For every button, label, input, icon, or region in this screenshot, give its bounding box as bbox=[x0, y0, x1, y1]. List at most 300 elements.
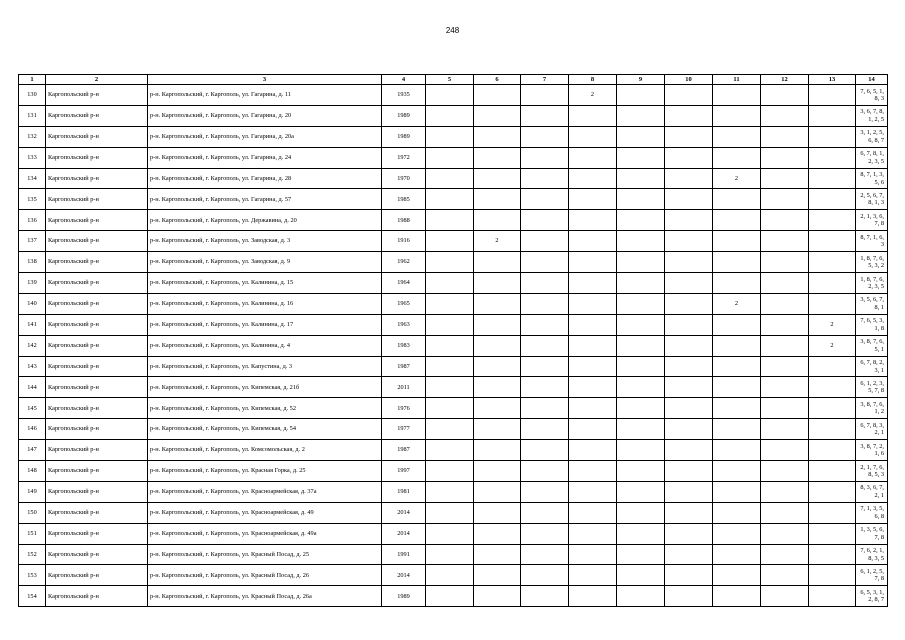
col7-cell bbox=[521, 398, 569, 419]
col6-cell bbox=[474, 273, 521, 294]
col14-cell: 2, 5, 6, 7, 8, 1, 3 bbox=[856, 189, 888, 210]
address-cell: р-н. Каргопольский, г. Каргополь, ул. Комсомольская, д. 2 bbox=[148, 440, 382, 461]
col9-cell bbox=[617, 502, 665, 523]
col10-cell bbox=[665, 419, 713, 440]
column-header-3: 3 bbox=[148, 75, 382, 85]
col9-cell bbox=[617, 189, 665, 210]
col10-cell bbox=[665, 523, 713, 544]
table-row bbox=[19, 314, 888, 335]
col6-cell bbox=[474, 398, 521, 419]
col6-cell bbox=[474, 126, 521, 147]
table-row bbox=[19, 210, 888, 231]
col8-cell bbox=[569, 189, 617, 210]
district-cell: Каргопольский р-н bbox=[46, 252, 148, 273]
col11-cell bbox=[713, 502, 761, 523]
year-cell: 1983 bbox=[382, 335, 426, 356]
year-cell: 1981 bbox=[382, 481, 426, 502]
district-cell: Каргопольский р-н bbox=[46, 502, 148, 523]
col12-cell bbox=[761, 210, 809, 231]
row-number: 133 bbox=[19, 147, 46, 168]
table-row bbox=[19, 85, 888, 106]
col8-cell bbox=[569, 105, 617, 126]
col14-cell: 7, 6, 5, 3, 1, 8 bbox=[856, 314, 888, 335]
row-number: 147 bbox=[19, 440, 46, 461]
col8-cell bbox=[569, 544, 617, 565]
address-cell: р-н. Каргопольский, г. Каргополь, ул. Заводская, д. 3 bbox=[148, 231, 382, 252]
address-cell: р-н. Каргопольский, г. Каргополь, ул. Калинина, д. 15 bbox=[148, 273, 382, 294]
row-number: 135 bbox=[19, 189, 46, 210]
col8-cell bbox=[569, 335, 617, 356]
row-number: 150 bbox=[19, 502, 46, 523]
col13-cell bbox=[809, 189, 856, 210]
col14-cell: 8, 3, 6, 7, 2, 1 bbox=[856, 481, 888, 502]
col6-cell bbox=[474, 523, 521, 544]
col13-cell bbox=[809, 147, 856, 168]
col6-cell bbox=[474, 252, 521, 273]
col11-cell bbox=[713, 356, 761, 377]
col8-cell bbox=[569, 314, 617, 335]
col7-cell bbox=[521, 105, 569, 126]
col13-cell bbox=[809, 231, 856, 252]
col7-cell bbox=[521, 85, 569, 106]
district-cell: Каргопольский р-н bbox=[46, 210, 148, 231]
address-cell: р-н. Каргопольский, г. Каргополь, ул. Гагарина, д. 20а bbox=[148, 126, 382, 147]
col8-cell: 2 bbox=[569, 85, 617, 106]
address-cell: р-н. Каргопольский, г. Каргополь, ул. Калинина, д. 17 bbox=[148, 314, 382, 335]
col13-cell bbox=[809, 544, 856, 565]
col13-cell: 2 bbox=[809, 314, 856, 335]
col13-cell bbox=[809, 481, 856, 502]
col11-cell bbox=[713, 314, 761, 335]
col7-cell bbox=[521, 502, 569, 523]
col14-cell: 3, 8, 7, 6, 5, 1 bbox=[856, 335, 888, 356]
address-cell: р-н. Каргопольский, г. Каргополь, ул. Гагарина, д. 28 bbox=[148, 168, 382, 189]
col5-cell bbox=[426, 189, 474, 210]
col9-cell bbox=[617, 335, 665, 356]
district-cell: Каргопольский р-н bbox=[46, 419, 148, 440]
col10-cell bbox=[665, 335, 713, 356]
column-header-13: 13 bbox=[809, 75, 856, 85]
address-cell: р-н. Каргопольский, г. Каргополь, ул. Калинина, д. 4 bbox=[148, 335, 382, 356]
table-row bbox=[19, 252, 888, 273]
col8-cell bbox=[569, 356, 617, 377]
col7-cell bbox=[521, 252, 569, 273]
column-header-1: 1 bbox=[19, 75, 46, 85]
col8-cell bbox=[569, 398, 617, 419]
col13-cell bbox=[809, 502, 856, 523]
district-cell: Каргопольский р-н bbox=[46, 168, 148, 189]
address-cell: р-н. Каргопольский, г. Каргополь, ул. Кипемская, д. 52 bbox=[148, 398, 382, 419]
col9-cell bbox=[617, 440, 665, 461]
col9-cell bbox=[617, 544, 665, 565]
table-row bbox=[19, 147, 888, 168]
col9-cell bbox=[617, 356, 665, 377]
col8-cell bbox=[569, 419, 617, 440]
col5-cell bbox=[426, 168, 474, 189]
col10-cell bbox=[665, 252, 713, 273]
col8-cell bbox=[569, 523, 617, 544]
column-header-2: 2 bbox=[46, 75, 148, 85]
year-cell: 1963 bbox=[382, 314, 426, 335]
col8-cell bbox=[569, 481, 617, 502]
col5-cell bbox=[426, 252, 474, 273]
address-cell: р-н. Каргопольский, г. Каргополь, ул. Красная Горка, д. 25 bbox=[148, 461, 382, 482]
column-header-9: 9 bbox=[617, 75, 665, 85]
district-cell: Каргопольский р-н bbox=[46, 523, 148, 544]
col10-cell bbox=[665, 565, 713, 586]
address-cell: р-н. Каргопольский, г. Каргополь, ул. Заводская, д. 9 bbox=[148, 252, 382, 273]
year-cell: 1988 bbox=[382, 210, 426, 231]
col14-cell: 3, 6, 7, 8, 1, 2, 5 bbox=[856, 105, 888, 126]
col12-cell bbox=[761, 356, 809, 377]
row-number: 142 bbox=[19, 335, 46, 356]
col9-cell bbox=[617, 481, 665, 502]
col5-cell bbox=[426, 461, 474, 482]
col14-cell: 8, 7, 1, 6, 3 bbox=[856, 231, 888, 252]
district-cell: Каргопольский р-н bbox=[46, 377, 148, 398]
col14-cell: 7, 6, 2, 1, 8, 3, 5 bbox=[856, 544, 888, 565]
col6-cell bbox=[474, 502, 521, 523]
col6-cell bbox=[474, 461, 521, 482]
col11-cell bbox=[713, 126, 761, 147]
row-number: 149 bbox=[19, 481, 46, 502]
col7-cell bbox=[521, 419, 569, 440]
col9-cell bbox=[617, 461, 665, 482]
year-cell: 1997 bbox=[382, 461, 426, 482]
col5-cell bbox=[426, 85, 474, 106]
year-cell: 2014 bbox=[382, 502, 426, 523]
col13-cell bbox=[809, 105, 856, 126]
col9-cell bbox=[617, 210, 665, 231]
col8-cell bbox=[569, 502, 617, 523]
year-cell: 1985 bbox=[382, 189, 426, 210]
col6-cell bbox=[474, 85, 521, 106]
col5-cell bbox=[426, 377, 474, 398]
row-number: 134 bbox=[19, 168, 46, 189]
col7-cell bbox=[521, 461, 569, 482]
col12-cell bbox=[761, 481, 809, 502]
col12-cell bbox=[761, 565, 809, 586]
col7-cell bbox=[521, 189, 569, 210]
col12-cell bbox=[761, 314, 809, 335]
col11-cell bbox=[713, 440, 761, 461]
column-header-6: 6 bbox=[474, 75, 521, 85]
address-cell: р-н. Каргопольский, г. Каргополь, ул. Калинина, д. 16 bbox=[148, 293, 382, 314]
col13-cell bbox=[809, 126, 856, 147]
col11-cell bbox=[713, 252, 761, 273]
column-header-5: 5 bbox=[426, 75, 474, 85]
buildings-table bbox=[18, 74, 888, 607]
district-cell: Каргопольский р-н bbox=[46, 565, 148, 586]
col9-cell bbox=[617, 377, 665, 398]
district-cell: Каргопольский р-н bbox=[46, 440, 148, 461]
col11-cell bbox=[713, 565, 761, 586]
col11-cell bbox=[713, 523, 761, 544]
address-cell: р-н. Каргопольский, г. Каргополь, ул. Кипемская, д. 21б bbox=[148, 377, 382, 398]
year-cell: 1976 bbox=[382, 398, 426, 419]
col12-cell bbox=[761, 168, 809, 189]
table-row bbox=[19, 419, 888, 440]
col8-cell bbox=[569, 586, 617, 607]
col12-cell bbox=[761, 147, 809, 168]
col9-cell bbox=[617, 293, 665, 314]
table-row bbox=[19, 461, 888, 482]
col5-cell bbox=[426, 565, 474, 586]
col6-cell bbox=[474, 335, 521, 356]
col9-cell bbox=[617, 273, 665, 294]
district-cell: Каргопольский р-н bbox=[46, 85, 148, 106]
col12-cell bbox=[761, 231, 809, 252]
col8-cell bbox=[569, 565, 617, 586]
district-cell: Каргопольский р-н bbox=[46, 586, 148, 607]
year-cell: 1987 bbox=[382, 440, 426, 461]
col7-cell bbox=[521, 335, 569, 356]
col5-cell bbox=[426, 586, 474, 607]
col5-cell bbox=[426, 356, 474, 377]
year-cell: 1977 bbox=[382, 419, 426, 440]
table-row bbox=[19, 398, 888, 419]
col5-cell bbox=[426, 147, 474, 168]
col6-cell: 2 bbox=[474, 231, 521, 252]
address-cell: р-н. Каргопольский, г. Каргополь, ул. Гагарина, д. 57 bbox=[148, 189, 382, 210]
col12-cell bbox=[761, 85, 809, 106]
col13-cell bbox=[809, 273, 856, 294]
address-cell: р-н. Каргопольский, г. Каргополь, ул. Красноармейская, д. 49 bbox=[148, 502, 382, 523]
header-row bbox=[19, 75, 888, 85]
col10-cell bbox=[665, 398, 713, 419]
col10-cell bbox=[665, 586, 713, 607]
table-row bbox=[19, 126, 888, 147]
col13-cell bbox=[809, 293, 856, 314]
table-row bbox=[19, 231, 888, 252]
col5-cell bbox=[426, 419, 474, 440]
col7-cell bbox=[521, 481, 569, 502]
col7-cell bbox=[521, 565, 569, 586]
col6-cell bbox=[474, 168, 521, 189]
col7-cell bbox=[521, 126, 569, 147]
table-row bbox=[19, 502, 888, 523]
col7-cell bbox=[521, 168, 569, 189]
col12-cell bbox=[761, 126, 809, 147]
col14-cell: 6, 1, 2, 5, 7, 8 bbox=[856, 565, 888, 586]
year-cell: 1991 bbox=[382, 544, 426, 565]
address-cell: р-н. Каргопольский, г. Каргополь, ул. Красноармейская, д. 37а bbox=[148, 481, 382, 502]
page-number: 248 bbox=[445, 26, 460, 35]
address-cell: р-н. Каргопольский, г. Каргополь, ул. Красноармейская, д. 49а bbox=[148, 523, 382, 544]
col13-cell bbox=[809, 210, 856, 231]
year-cell: 2011 bbox=[382, 377, 426, 398]
col12-cell bbox=[761, 398, 809, 419]
col8-cell bbox=[569, 461, 617, 482]
address-cell: р-н. Каргопольский, г. Каргополь, ул. Кипемская, д. 54 bbox=[148, 419, 382, 440]
col9-cell bbox=[617, 231, 665, 252]
col13-cell bbox=[809, 461, 856, 482]
table-row bbox=[19, 168, 888, 189]
table-row bbox=[19, 356, 888, 377]
col11-cell bbox=[713, 335, 761, 356]
table-row bbox=[19, 440, 888, 461]
column-header-12: 12 bbox=[761, 75, 809, 85]
year-cell: 1962 bbox=[382, 252, 426, 273]
district-cell: Каргопольский р-н bbox=[46, 314, 148, 335]
col10-cell bbox=[665, 481, 713, 502]
table-row bbox=[19, 523, 888, 544]
col14-cell: 6, 5, 3, 1, 2, 8, 7 bbox=[856, 586, 888, 607]
row-number: 152 bbox=[19, 544, 46, 565]
col7-cell bbox=[521, 356, 569, 377]
col8-cell bbox=[569, 273, 617, 294]
address-cell: р-н. Каргопольский, г. Каргополь, ул. Красный Посад, д. 25 bbox=[148, 544, 382, 565]
col7-cell bbox=[521, 231, 569, 252]
col12-cell bbox=[761, 461, 809, 482]
col11-cell bbox=[713, 189, 761, 210]
col10-cell bbox=[665, 105, 713, 126]
col10-cell bbox=[665, 147, 713, 168]
col13-cell bbox=[809, 586, 856, 607]
row-number: 144 bbox=[19, 377, 46, 398]
col6-cell bbox=[474, 210, 521, 231]
district-cell: Каргопольский р-н bbox=[46, 481, 148, 502]
column-header-8: 8 bbox=[569, 75, 617, 85]
col8-cell bbox=[569, 440, 617, 461]
table-row bbox=[19, 293, 888, 314]
col9-cell bbox=[617, 586, 665, 607]
row-number: 148 bbox=[19, 461, 46, 482]
row-number: 154 bbox=[19, 586, 46, 607]
year-cell: 1970 bbox=[382, 168, 426, 189]
address-cell: р-н. Каргопольский, г. Каргополь, ул. Державина, д. 20 bbox=[148, 210, 382, 231]
col9-cell bbox=[617, 523, 665, 544]
col5-cell bbox=[426, 126, 474, 147]
col5-cell bbox=[426, 523, 474, 544]
col11-cell bbox=[713, 544, 761, 565]
year-cell: 2014 bbox=[382, 523, 426, 544]
col5-cell bbox=[426, 273, 474, 294]
col6-cell bbox=[474, 293, 521, 314]
col10-cell bbox=[665, 544, 713, 565]
col14-cell: 6, 7, 8, 1, 2, 3, 5 bbox=[856, 147, 888, 168]
col9-cell bbox=[617, 565, 665, 586]
col12-cell bbox=[761, 377, 809, 398]
col9-cell bbox=[617, 168, 665, 189]
row-number: 139 bbox=[19, 273, 46, 294]
table-row bbox=[19, 481, 888, 502]
col11-cell bbox=[713, 273, 761, 294]
col5-cell bbox=[426, 440, 474, 461]
col12-cell bbox=[761, 544, 809, 565]
address-cell: р-н. Каргопольский, г. Каргополь, ул. Гагарина, д. 11 bbox=[148, 85, 382, 106]
col14-cell: 7, 1, 3, 5, 6, 8 bbox=[856, 502, 888, 523]
col10-cell bbox=[665, 293, 713, 314]
col5-cell bbox=[426, 105, 474, 126]
address-cell: р-н. Каргопольский, г. Каргополь, ул. Капустина, д. 3 bbox=[148, 356, 382, 377]
district-cell: Каргопольский р-н bbox=[46, 356, 148, 377]
col14-cell: 1, 3, 5, 6, 7, 8 bbox=[856, 523, 888, 544]
col13-cell bbox=[809, 356, 856, 377]
table-row bbox=[19, 565, 888, 586]
col10-cell bbox=[665, 168, 713, 189]
col7-cell bbox=[521, 147, 569, 168]
col8-cell bbox=[569, 293, 617, 314]
year-cell: 1965 bbox=[382, 293, 426, 314]
col6-cell bbox=[474, 314, 521, 335]
col14-cell: 3, 1, 2, 5, 6, 8, 7 bbox=[856, 126, 888, 147]
row-number: 151 bbox=[19, 523, 46, 544]
row-number: 146 bbox=[19, 419, 46, 440]
col7-cell bbox=[521, 210, 569, 231]
col9-cell bbox=[617, 252, 665, 273]
col12-cell bbox=[761, 523, 809, 544]
column-header-11: 11 bbox=[713, 75, 761, 85]
col5-cell bbox=[426, 335, 474, 356]
col11-cell bbox=[713, 461, 761, 482]
col5-cell bbox=[426, 293, 474, 314]
table-row bbox=[19, 189, 888, 210]
col14-cell: 1, 8, 7, 6, 5, 3, 2 bbox=[856, 252, 888, 273]
year-cell: 1964 bbox=[382, 273, 426, 294]
col8-cell bbox=[569, 210, 617, 231]
col6-cell bbox=[474, 377, 521, 398]
col9-cell bbox=[617, 85, 665, 106]
col12-cell bbox=[761, 586, 809, 607]
col11-cell bbox=[713, 105, 761, 126]
col6-cell bbox=[474, 481, 521, 502]
col5-cell bbox=[426, 398, 474, 419]
row-number: 137 bbox=[19, 231, 46, 252]
col9-cell bbox=[617, 314, 665, 335]
col10-cell bbox=[665, 210, 713, 231]
col9-cell bbox=[617, 147, 665, 168]
col6-cell bbox=[474, 419, 521, 440]
district-cell: Каргопольский р-н bbox=[46, 105, 148, 126]
district-cell: Каргопольский р-н bbox=[46, 189, 148, 210]
col14-cell: 1, 8, 7, 6, 2, 3, 5 bbox=[856, 273, 888, 294]
district-cell: Каргопольский р-н bbox=[46, 398, 148, 419]
col13-cell bbox=[809, 377, 856, 398]
col11-cell bbox=[713, 586, 761, 607]
col11-cell bbox=[713, 419, 761, 440]
row-number: 145 bbox=[19, 398, 46, 419]
table-row bbox=[19, 273, 888, 294]
col14-cell: 6, 1, 2, 3, 5, 7, 8 bbox=[856, 377, 888, 398]
col9-cell bbox=[617, 126, 665, 147]
row-number: 130 bbox=[19, 85, 46, 106]
district-cell: Каргопольский р-н bbox=[46, 273, 148, 294]
col8-cell bbox=[569, 231, 617, 252]
col12-cell bbox=[761, 335, 809, 356]
district-cell: Каргопольский р-н bbox=[46, 461, 148, 482]
col12-cell bbox=[761, 273, 809, 294]
col13-cell bbox=[809, 252, 856, 273]
col10-cell bbox=[665, 314, 713, 335]
col12-cell bbox=[761, 293, 809, 314]
year-cell: 1989 bbox=[382, 126, 426, 147]
column-header-7: 7 bbox=[521, 75, 569, 85]
col8-cell bbox=[569, 377, 617, 398]
col9-cell bbox=[617, 419, 665, 440]
col10-cell bbox=[665, 273, 713, 294]
col11-cell bbox=[713, 398, 761, 419]
col5-cell bbox=[426, 314, 474, 335]
address-cell: р-н. Каргопольский, г. Каргополь, ул. Красный Посад, д. 26 bbox=[148, 565, 382, 586]
year-cell: 1935 bbox=[382, 85, 426, 106]
col6-cell bbox=[474, 586, 521, 607]
column-header-14: 14 bbox=[856, 75, 888, 85]
col5-cell bbox=[426, 502, 474, 523]
row-number: 132 bbox=[19, 126, 46, 147]
table-row bbox=[19, 544, 888, 565]
col14-cell: 2, 1, 3, 6, 7, 8 bbox=[856, 210, 888, 231]
